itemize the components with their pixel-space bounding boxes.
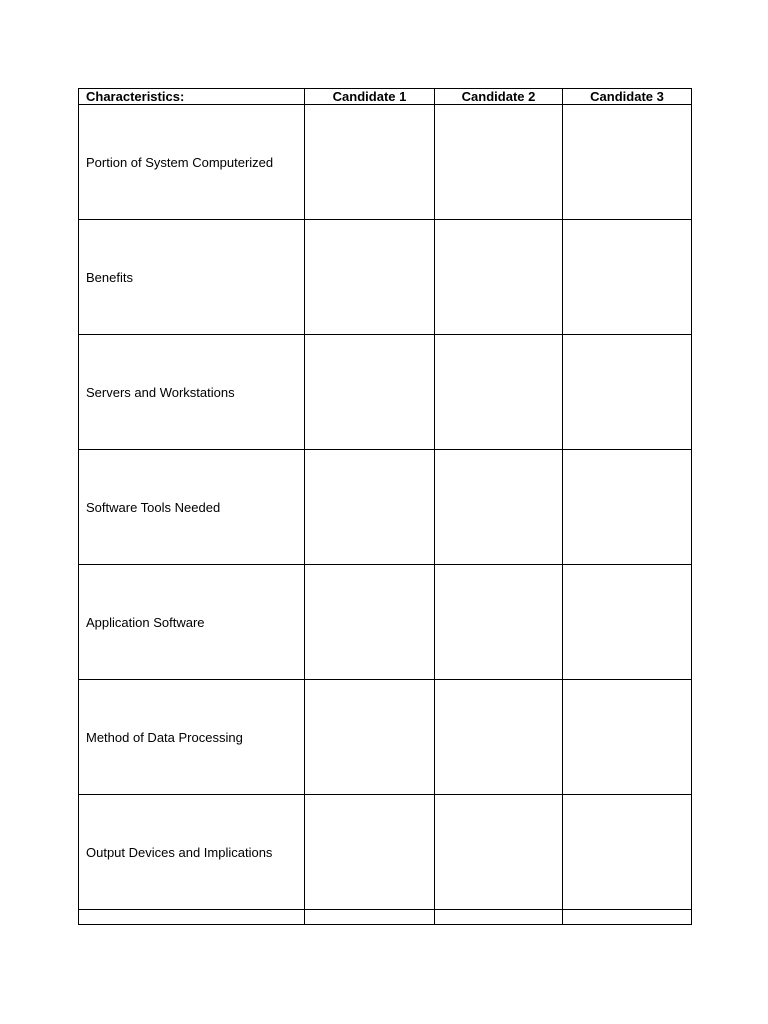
table-row — [79, 565, 692, 680]
cell-candidate-1 — [305, 220, 435, 335]
row-label: Portion of System Computerized — [79, 105, 305, 220]
row-label: Benefits — [79, 220, 305, 335]
cell-candidate-3 — [563, 335, 692, 450]
cell-candidate-1 — [305, 680, 435, 795]
cell-candidate-1 — [305, 565, 435, 680]
row-label: Method of Data Processing — [79, 680, 305, 795]
table-row — [79, 680, 692, 795]
comparison-table — [78, 88, 692, 925]
empty-cell — [79, 910, 305, 925]
cell-candidate-2 — [435, 795, 563, 910]
cell-candidate-2 — [435, 680, 563, 795]
cell-candidate-2 — [435, 335, 563, 450]
row-label: Software Tools Needed — [79, 450, 305, 565]
cell-candidate-3 — [563, 105, 692, 220]
cell-candidate-1 — [305, 105, 435, 220]
cell-candidate-2 — [435, 105, 563, 220]
header-candidate-3: Candidate 3 — [563, 89, 692, 105]
cell-candidate-1 — [305, 335, 435, 450]
table-row — [79, 220, 692, 335]
empty-cell — [563, 910, 692, 925]
table-header-row — [79, 89, 692, 105]
empty-cell — [435, 910, 563, 925]
row-label: Output Devices and Implications — [79, 795, 305, 910]
empty-cell — [305, 910, 435, 925]
cell-candidate-3 — [563, 565, 692, 680]
cell-candidate-3 — [563, 795, 692, 910]
cell-candidate-3 — [563, 220, 692, 335]
table-row — [79, 105, 692, 220]
cell-candidate-2 — [435, 450, 563, 565]
table-row — [79, 450, 692, 565]
cell-candidate-3 — [563, 680, 692, 795]
header-candidate-2: Candidate 2 — [435, 89, 563, 105]
table-empty-row — [79, 910, 692, 925]
cell-candidate-1 — [305, 450, 435, 565]
row-label: Servers and Workstations — [79, 335, 305, 450]
table-row — [79, 335, 692, 450]
cell-candidate-1 — [305, 795, 435, 910]
header-candidate-1: Candidate 1 — [305, 89, 435, 105]
cell-candidate-2 — [435, 565, 563, 680]
table-row — [79, 795, 692, 910]
cell-candidate-3 — [563, 450, 692, 565]
cell-candidate-2 — [435, 220, 563, 335]
header-characteristics: Characteristics: — [79, 89, 305, 105]
row-label: Application Software — [79, 565, 305, 680]
